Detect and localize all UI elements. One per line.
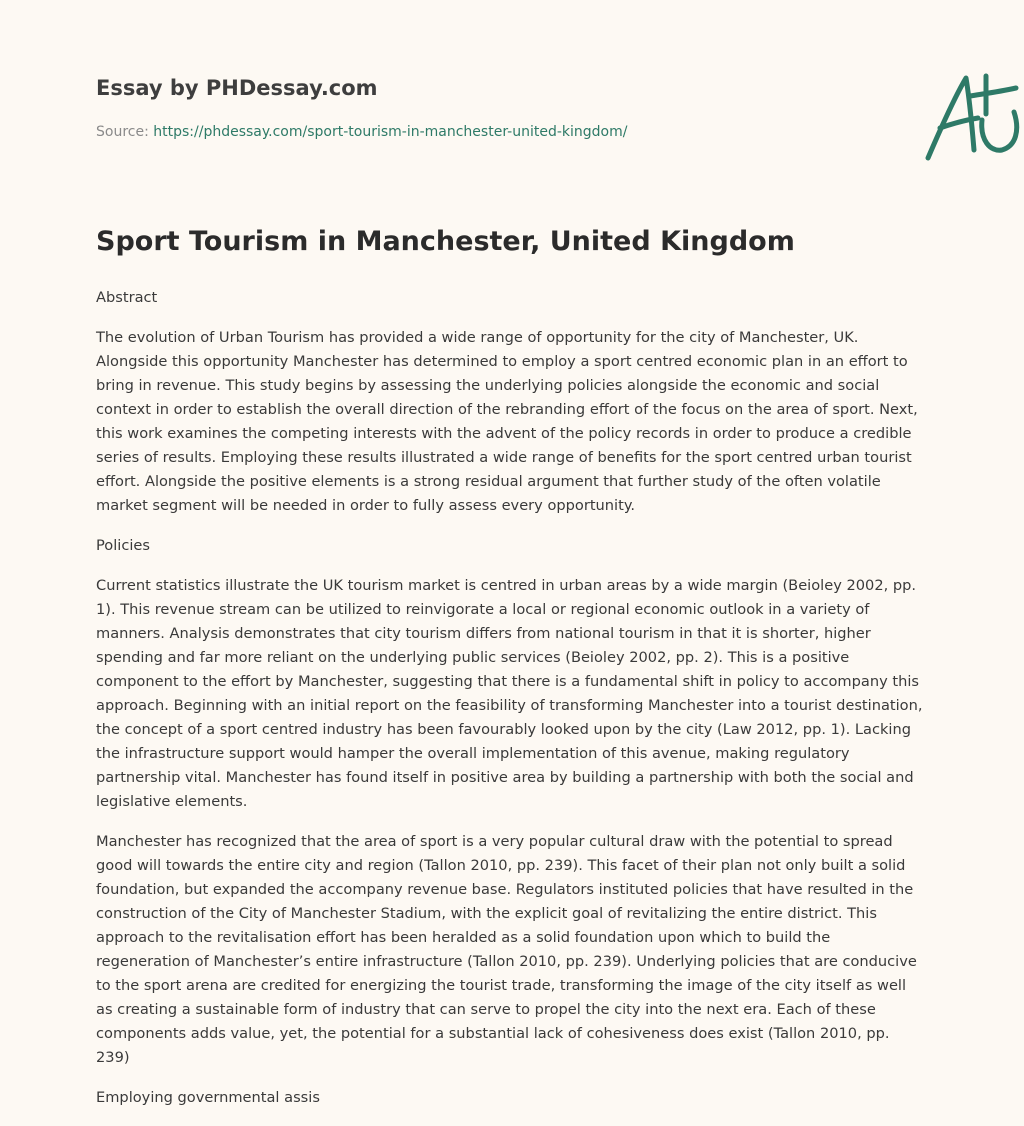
section-heading-abstract: Abstract [96,289,158,306]
paragraph-policies-2: Manchester has recognized that the area of sport is a very popular cultural draw with the potential to spread good will towards the entire city and region (Tallon 2010, pp. 239). This facet of their plan not only built a solid foundation, but expanded the accompany revenue base. Regulators instituted policies that have resulted in the construction of the City of Manchester Stadium, with the explicit goal of revitalizing the entire district. This approach to the revitalisation effort has been heralded as a solid foundation upon which to build the regeneration of Manchester’s entire infrastructure (Tallon 2010, pp. 239). Underlying policies that are conducive to the sport arena are credited for energizing the tourist trade, transforming the image of the city itself as well as creating a sustainable form of industry that can serve to propel the city into the next era. Each of these components adds value, yet, the potential for a substantial lack of cohesiveness does exist (Tallon 2010, pp. 239) [96,833,917,1066]
source-line [96,124,627,140]
source-link[interactable]: https://phdessay.com/sport-tourism-in-manchester-united-kingdom/ [153,124,628,140]
essay-body [96,286,926,1126]
essay-title: Sport Tourism in Manchester, United Kingdom [96,226,795,257]
site-name: Essay by PHDessay.com [96,76,378,100]
paragraph-policies-1: Current statistics illustrate the UK tourism market is centred in urban areas by a wide margin (Beioley 2002, pp. 1). This revenue stream can be utilized to reinvigorate a local or regional economic outlook in a variety of manners. Analysis demonstrates that city tourism differs from national tourism in that it is shorter, higher spending and far more reliant on the underlying public services (Beioley 2002, pp. 2). This is a positive component to the effort by Manchester, suggesting that there is a fundamental shift in policy to accompany this approach. Beginning with an initial report on the feasibility of transforming Manchester into a tourist destination, the concept of a sport centred industry has been favourably looked upon by the city (Law 2012, pp. 1). Lacking the infrastructure support would hamper the overall implementation of this avenue, making regulatory partnership vital. Manchester has found itself in positive area by building a partnership with both the social and legislative elements. [96,577,923,810]
section-heading-policies: Policies [96,537,150,554]
paragraph-truncated: Employing governmental assis [96,1089,320,1106]
paragraph-abstract: The evolution of Urban Tourism has provided a wide range of opportunity for the city of Manchester, UK. Alongside this opportunity Manchester has determined to employ a sport centred economic plan in an effort to bring in revenue. This study begins by assessing the underlying policies alongside the economic and social context in order to establish the overall direction of the rebranding effort of the focus on the area of sport. Next, this work examines the competing interests with the advent of the policy records in order to produce a credible series of results. Employing these results illustrated a wide range of benefits for the sport centred urban tourist effort. Alongside the positive elements is a strong residual argument that further study of the often volatile market segment will be needed in order to fully assess every opportunity. [96,329,918,514]
source-label: Source: [96,124,154,140]
a-plus-logo-icon [920,68,1024,164]
